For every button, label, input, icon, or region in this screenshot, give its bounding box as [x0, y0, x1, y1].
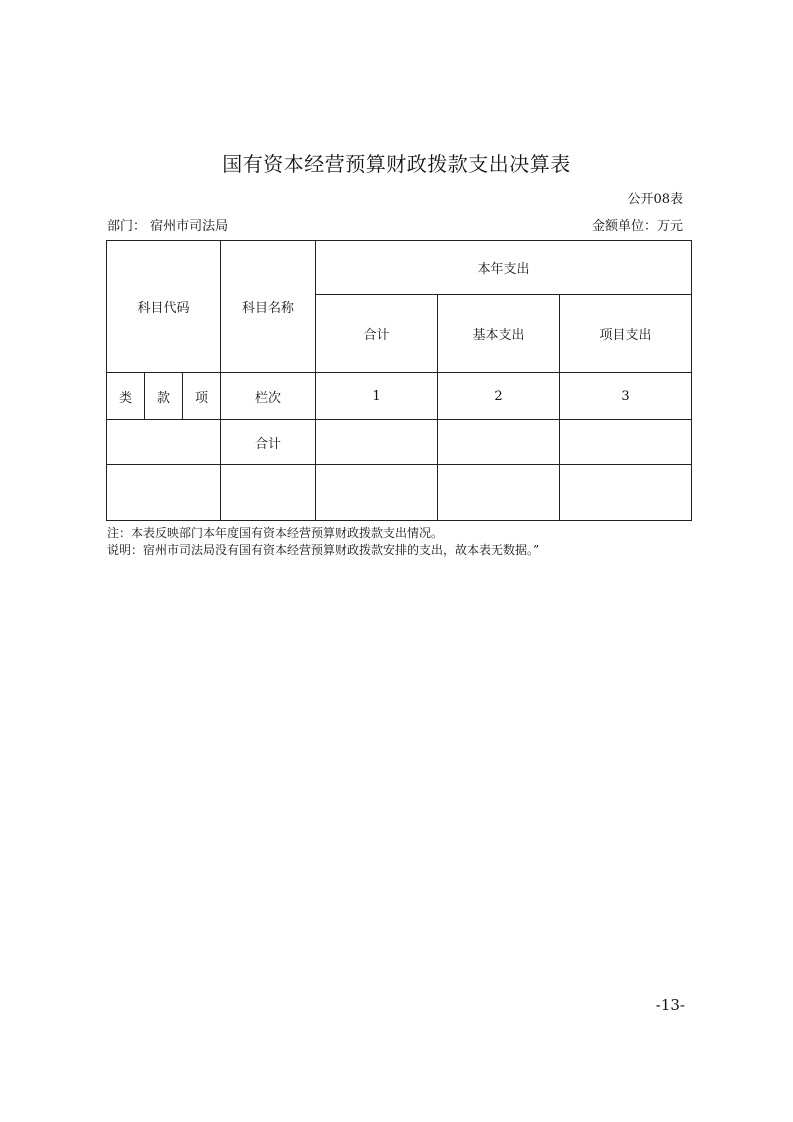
- header-row-1: [107, 241, 692, 295]
- column-number-2: 2: [438, 373, 560, 420]
- column-order-label: 栏次: [221, 373, 316, 420]
- total-row-code-cell: [107, 420, 221, 465]
- explanation-text: 说明：宿州市司法局没有国有资本经营预算财政拨款安排的支出，故本表无数据。”: [107, 543, 540, 557]
- page-number: -13-: [655, 996, 685, 1014]
- subject-code-header: 科目代码: [107, 241, 221, 373]
- total-row-basic-cell: [438, 420, 560, 465]
- notes: [107, 525, 539, 559]
- column-order-row: [107, 373, 692, 420]
- empty-row: [107, 465, 692, 521]
- item-header: 项: [183, 373, 221, 420]
- department-label: 部门： 宿州市司法局: [107, 219, 229, 234]
- total-row-project-cell: [560, 420, 692, 465]
- expense-table: [106, 240, 692, 521]
- column-number-3: 3: [560, 373, 692, 420]
- project-expense-header: 项目支出: [560, 295, 692, 373]
- category-header: 类: [107, 373, 145, 420]
- total-row-label: 合计: [221, 420, 316, 465]
- empty-name-cell: [221, 465, 316, 521]
- empty-project-cell: [560, 465, 692, 521]
- total-row: [107, 420, 692, 465]
- empty-code-cell: [107, 465, 221, 521]
- total-row-total-cell: [316, 420, 438, 465]
- table-code: 公开08表: [627, 192, 683, 207]
- page-title: 国有资本经营预算财政拨款支出决算表: [222, 152, 571, 176]
- empty-basic-cell: [438, 465, 560, 521]
- basic-expense-header: 基本支出: [438, 295, 560, 373]
- current-year-expense-header: 本年支出: [316, 241, 692, 295]
- column-number-1: 1: [316, 373, 438, 420]
- note-text: 注：本表反映部门本年度国有资本经营预算财政拨款支出情况。: [107, 526, 444, 540]
- subject-name-header: 科目名称: [221, 241, 316, 373]
- section-header: 款: [145, 373, 183, 420]
- amount-unit-label: 金额单位：万元: [591, 219, 683, 234]
- total-header: 合计: [316, 295, 438, 373]
- empty-total-cell: [316, 465, 438, 521]
